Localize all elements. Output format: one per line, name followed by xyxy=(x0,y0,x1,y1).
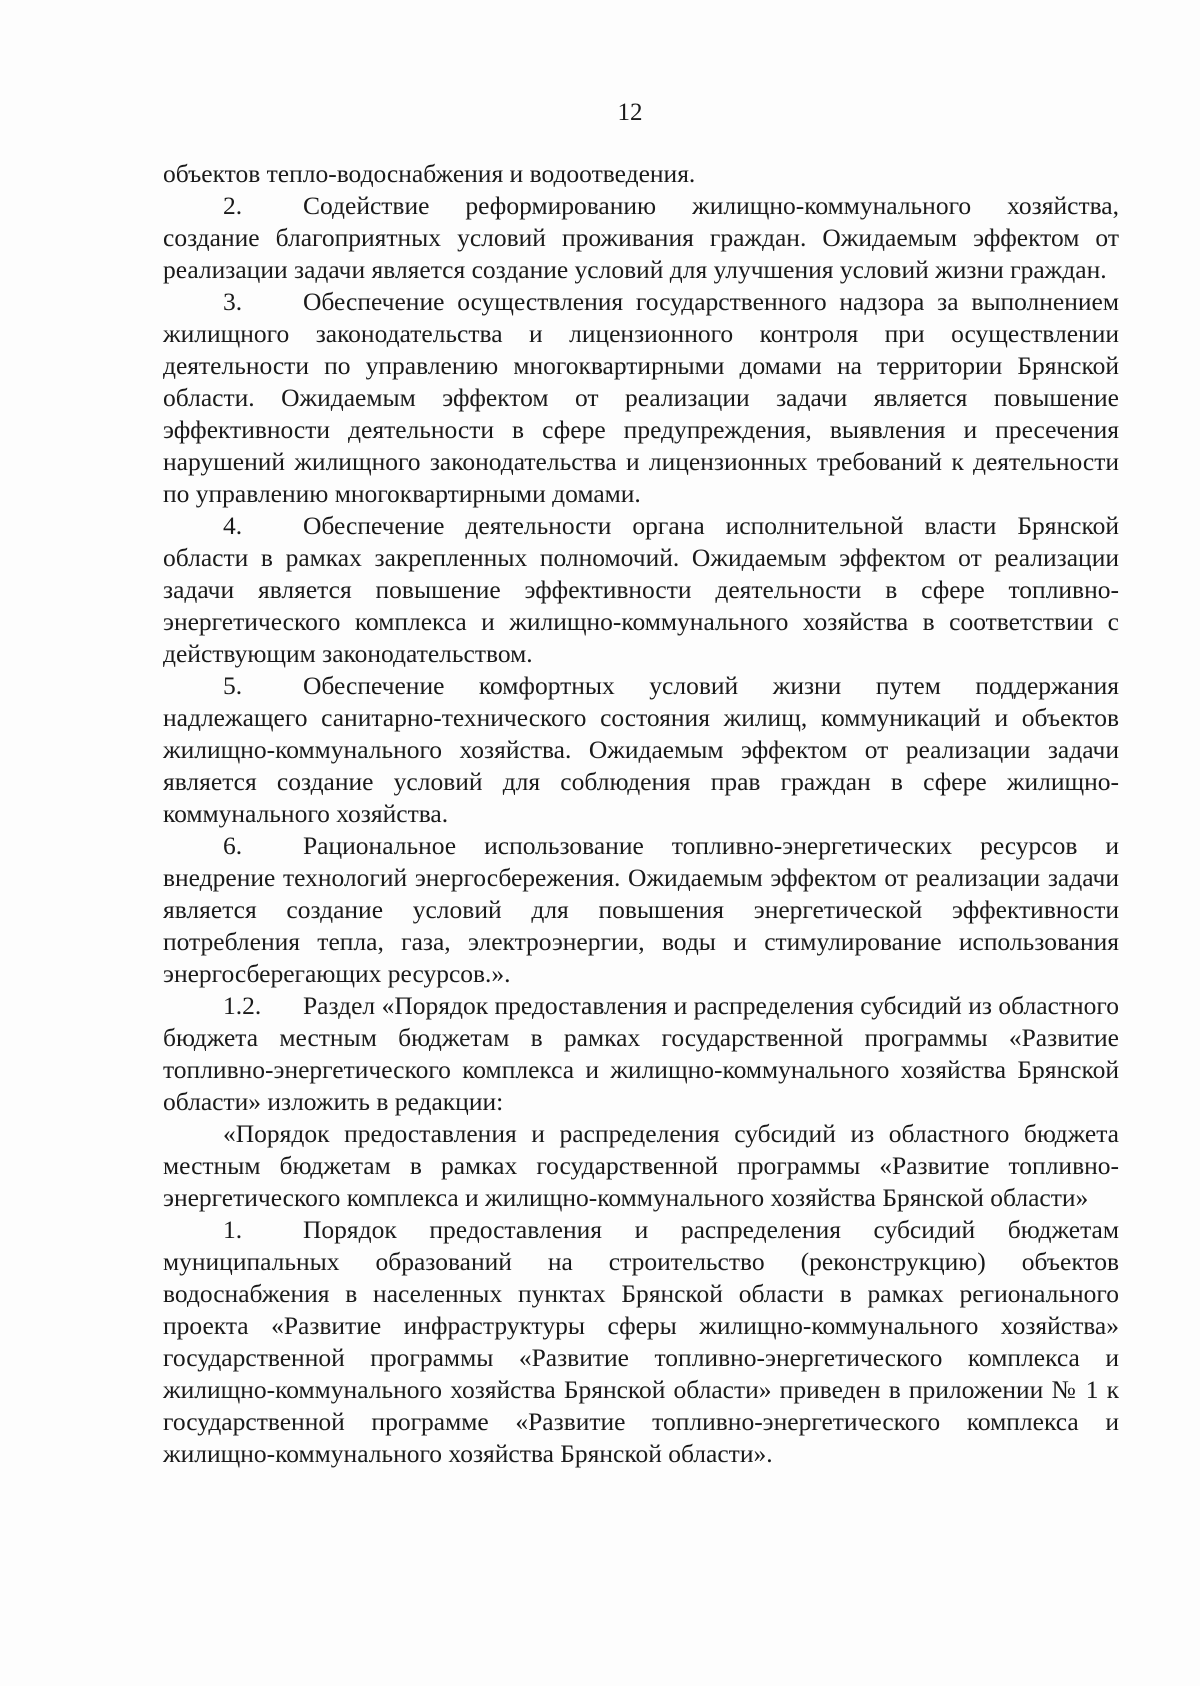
item-number: 5. xyxy=(223,671,243,700)
paragraph-text: объектов тепло-водоснабжения и водоотведения. xyxy=(163,159,696,188)
paragraph-item-6 xyxy=(163,830,1119,990)
item-number: 2. xyxy=(223,191,243,220)
paragraph-text: Обеспечение деятельности органа исполнительной власти Брянской области в рамках закрепленных полномочий. Ожидаемым эффектом от реализации задачи является повышение эффективности деятельности в сфере топливно-энергетического комплекса и жилищно-коммунального хозяйства в соответствии с действующим законодательством. xyxy=(163,511,1119,668)
page-number: 12 xyxy=(617,99,643,126)
paragraph-text: «Порядок предоставления и распределения субсидий из областного бюджета местным бюджетам в рамках государственной программы «Развитие топливно-энергетического комплекса и жилищно-коммунального хозяйства Брянской области» xyxy=(163,1119,1119,1212)
paragraph-text: Обеспечение комфортных условий жизни путем поддержания надлежащего санитарно-технического состояния жилищ, коммуникаций и объектов жилищно-коммунального хозяйства. Ожидаемым эффектом от реализации задачи является создание условий для соблюдения прав граждан в сфере жилищно-коммунального хозяйства. xyxy=(163,671,1119,828)
paragraph-continuation xyxy=(163,158,1119,190)
paragraph-item-3 xyxy=(163,286,1119,510)
paragraph-item-1 xyxy=(163,1214,1119,1470)
paragraph-item-2 xyxy=(163,190,1119,286)
paragraph-item-1-2 xyxy=(163,990,1119,1118)
item-number: 6. xyxy=(223,831,243,860)
document-body xyxy=(163,158,1119,1470)
paragraph-item-4 xyxy=(163,510,1119,670)
paragraph-item-5 xyxy=(163,670,1119,830)
paragraph-text: Раздел «Порядок предоставления и распределения субсидий из областного бюджета местным бюджетам в рамках государственной программы «Развитие топливно-энергетического комплекса и жилищно-коммунального хозяйства Брянской области» изложить в редакции: xyxy=(163,991,1119,1116)
paragraph-text: Рациональное использование топливно-энергетических ресурсов и внедрение технологий энергосбережения. Ожидаемым эффектом от реализации задачи является создание условий для повышения энергетической эффективности потребления тепла, газа, электроэнергии, воды и стимулирование использования энергосберегающих ресурсов.». xyxy=(163,831,1119,988)
item-number: 4. xyxy=(223,511,243,540)
paragraph-text: Содействие реформированию жилищно-коммунального хозяйства, создание благоприятных условий проживания граждан. Ожидаемым эффектом от реализации задачи является создание условий для улучшения условий жизни граждан. xyxy=(163,191,1119,284)
item-number: 3. xyxy=(223,287,243,316)
paragraph-section-title xyxy=(163,1118,1119,1214)
paragraph-text: Обеспечение осуществления государственного надзора за выполнением жилищного законодательства и лицензионного контроля при осуществлении деятельности по управлению многоквартирными домами на территории Брянской области. Ожидаемым эффектом от реализации задачи является повышение эффективности деятельности в сфере предупреждения, выявления и пресечения нарушений жилищного законодательства и лицензионных требований к деятельности по управлению многоквартирными домами. xyxy=(163,287,1119,508)
paragraph-text: Порядок предоставления и распределения субсидий бюджетам муниципальных образований на строительство (реконструкцию) объектов водоснабжения в населенных пунктах Брянской области в рамках регионального проекта «Развитие инфраструктуры сферы жилищно-коммунального хозяйства» государственной программы «Развитие топливно-энергетического комплекса и жилищно-коммунального хозяйства Брянской области» приведен в приложении № 1 к государственной программе «Развитие топливно-энергетического комплекса и жилищно-коммунального хозяйства Брянской области». xyxy=(163,1215,1119,1468)
item-number: 1. xyxy=(223,1215,243,1244)
item-number: 1.2. xyxy=(223,991,262,1020)
